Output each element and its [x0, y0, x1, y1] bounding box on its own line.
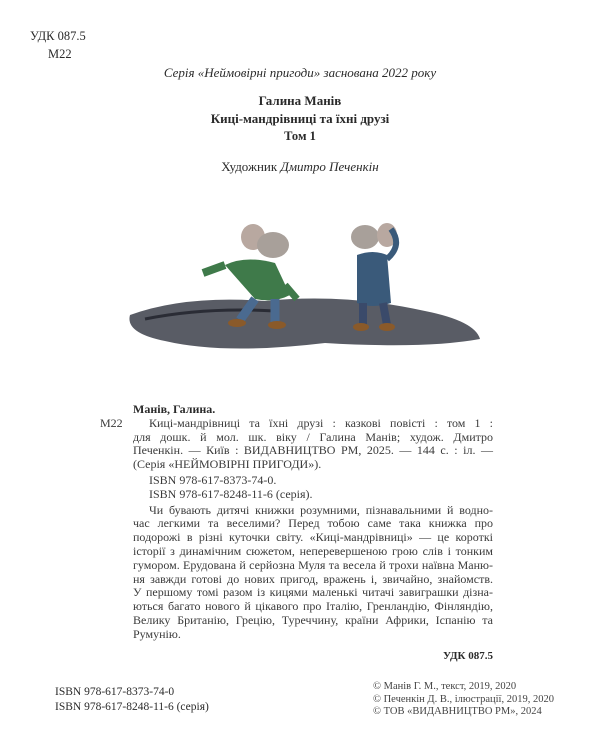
- copyright-line: © ТОВ «ВИДАВНИЦТВО РМ», 2024: [373, 706, 542, 717]
- isbn-line: ISBN 978-617-8248-11-6 (серія).: [149, 486, 313, 501]
- author-sign: М22: [48, 47, 72, 61]
- udk-code: УДК 087.5: [30, 29, 86, 43]
- catalog-udk: УДК 087.5: [442, 650, 493, 662]
- artist-label: Художник: [221, 159, 281, 174]
- annotation-line: час легкими та веселими? Перед тобою саме така книжка про: [133, 516, 493, 531]
- catalog-author-sign: М22: [100, 416, 123, 430]
- isbn-line: ISBN 978-617-8373-74-0: [55, 686, 175, 698]
- catalog-heading: Манів, Галина.: [133, 402, 216, 416]
- annotation-line: Румунію.: [133, 626, 181, 641]
- footer-isbn: [55, 685, 209, 715]
- record-line: Печенкін. — Київ : ВИДАВНИЦТВО РМ, 2025. — 144 с. : іл. —: [133, 443, 493, 458]
- series-prefix: Серія: [163, 65, 198, 80]
- annotation-line: ються багато нового й цікавого про Італію, Гренландію, Фінляндію,: [133, 599, 493, 614]
- copyright-line: © Манів Г. М., текст, 2019, 2020: [373, 681, 517, 692]
- annotation-line: подорожі в різні куточки світу. «Киці-мандрівниці» — це короткі: [133, 530, 493, 545]
- catalog-record: [133, 403, 493, 642]
- annotation-line: гумором. Ерудована й серйозна Муля та весела й трохи наївна Маню-: [133, 557, 493, 572]
- copyright-block: [373, 681, 554, 719]
- series-suffix: заснована 2022 року: [320, 65, 437, 80]
- annotation-line: У першому томі разом із кицями маленькі читачі завиграшки дізна-: [133, 585, 493, 600]
- copyright-line: © Печенкін Д. В., ілюстрації, 2019, 2020: [373, 693, 554, 705]
- annotation-line: ня завжди готові до нових пригод, вражень і, звичайно, знайомств.: [133, 571, 493, 586]
- annotation-line: історії з динамічним сюжетом, неперевершеною грою слів і тонким: [133, 543, 493, 558]
- artist-name: Дмитро Печенкін: [280, 159, 379, 174]
- series-line: [0, 65, 600, 81]
- record-line: (Серія «НЕЙМОВІРНІ ПРИГОДИ»).: [133, 457, 322, 472]
- record-line: для дошк. й мол. шк. віку / Галина Манів; худож. Дмитро: [133, 429, 493, 444]
- annotation-line: Чи бувають дитячі книжки розумними, пізнавальними й водно-: [149, 502, 493, 517]
- record-line: Киці-мандрівниці та їхні друзі : казкові повісті : том 1 :: [149, 415, 493, 430]
- artist-line: [0, 159, 600, 175]
- annotation-line: Велику Британію, Грецію, Туреччину, країни Африки, Іспанію та: [133, 612, 493, 627]
- book-title: Киці-мандрівниці та їхні друзі: [210, 111, 390, 126]
- series-name: «Неймовірні пригоди»: [197, 65, 321, 80]
- volume-label: Том 1: [284, 129, 316, 143]
- isbn-line: ISBN 978-617-8373-74-0.: [149, 472, 277, 487]
- mice-illustration: [125, 215, 485, 355]
- isbn-line: ISBN 978-617-8248-11-6 (серія): [55, 701, 209, 713]
- author-name: Галина Манів: [258, 93, 342, 108]
